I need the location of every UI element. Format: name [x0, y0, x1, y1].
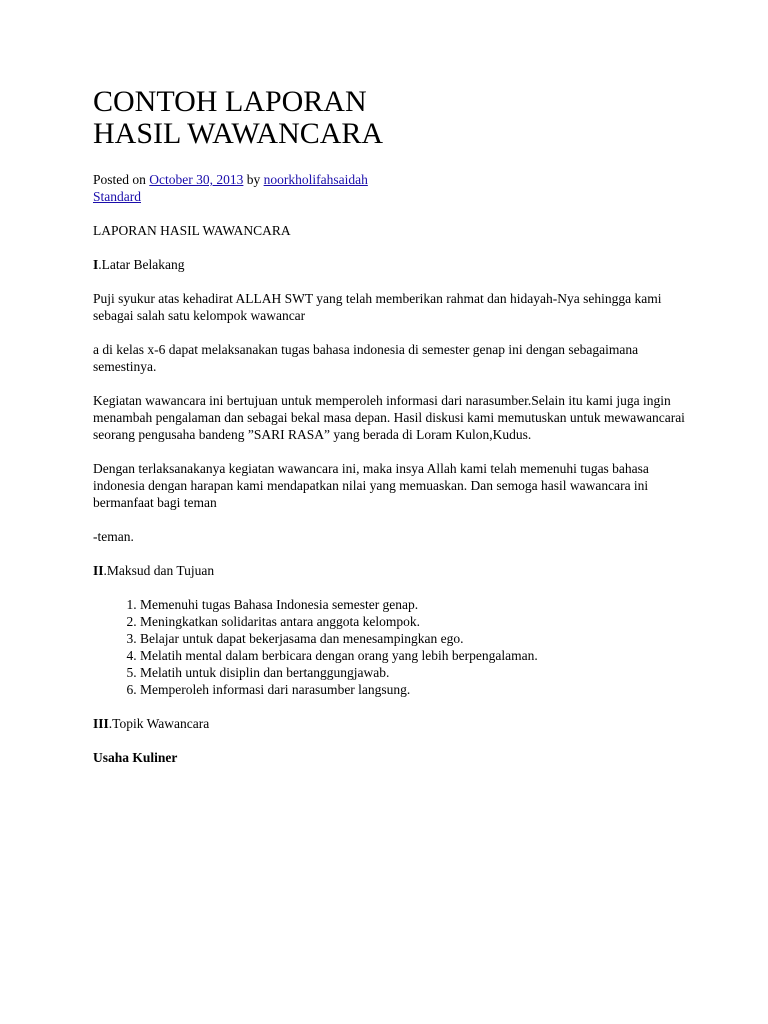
title-line-1: CONTOH LAPORAN — [93, 85, 367, 118]
author-link[interactable]: noorkholifahsaidah — [263, 172, 368, 187]
list-item: 1. Memenuhi tugas Bahasa Indonesia semester genap. — [140, 596, 693, 613]
section-2-label: .Maksud dan Tujuan — [103, 563, 215, 578]
section-3-numeral: III — [93, 716, 109, 731]
section-1-numeral: I — [93, 257, 99, 272]
section-1-title — [93, 256, 693, 273]
title-line-2: HASIL WAWANCARA — [93, 117, 384, 150]
list-item: 6. Memperoleh informasi dari narasumber langsung. — [140, 681, 693, 698]
section-2-title — [93, 562, 693, 579]
list-item: 3. Belajar untuk dapat bekerjasama dan menesampingkan ego. — [140, 630, 693, 647]
post-date-link[interactable]: October 30, 2013 — [149, 172, 244, 187]
list-item: 4. Melatih mental dalam berbicara dengan orang yang lebih berpengalaman. — [140, 647, 693, 664]
section-2-numeral: II — [93, 563, 104, 578]
section-3-label: .Topik Wawancara — [108, 716, 210, 731]
paragraph-4: Dengan terlaksanakanya kegiatan wawancara ini, maka insya Allah kami telah memenuhi tugas bahasa indonesia dengan harapan kami mendapatkan nilai yang memuaskan. Dan semoga hasil wawancara ini bermanfaat bagi teman — [93, 461, 649, 510]
section-3-title — [93, 715, 693, 732]
paragraph-2: a di kelas x-6 dapat melaksanakan tugas bahasa indonesia di semester genap ini dengan sebagaimana semestinya. — [93, 342, 639, 374]
interview-topic: Usaha Kuliner — [93, 750, 178, 765]
post-meta — [93, 171, 693, 205]
by-label: by — [246, 172, 261, 187]
report-heading: LAPORAN HASIL WAWANCARA — [93, 223, 291, 238]
list-item: 2. Meningkatkan solidaritas antara anggota kelompok. — [140, 613, 693, 630]
page-title — [93, 86, 693, 150]
paragraph-3: Kegiatan wawancara ini bertujuan untuk memperoleh informasi dari narasumber.Selain itu kami juga ingin menambah pengalaman dan sebagai bekal masa depan. Hasil diskusi kami memutuskan untuk mewawancarai seorang pengusaha bandeng ”SARI RASA” yang berada di Loram Kulon,Kudus. — [93, 393, 685, 442]
post-format-link[interactable]: Standard — [93, 189, 141, 204]
paragraph-5: -teman. — [93, 529, 134, 544]
list-item: 5. Melatih untuk disiplin dan bertanggungjawab. — [140, 664, 693, 681]
posted-on-label: Posted on — [93, 172, 146, 187]
section-1-label: .Latar Belakang — [98, 257, 185, 272]
document-page — [93, 86, 693, 766]
objectives-list — [93, 596, 693, 698]
paragraph-1: Puji syukur atas kehadirat ALLAH SWT yang telah memberikan rahmat dan hidayah-Nya sehingga kami sebagai salah satu kelompok wawancar — [93, 291, 662, 323]
